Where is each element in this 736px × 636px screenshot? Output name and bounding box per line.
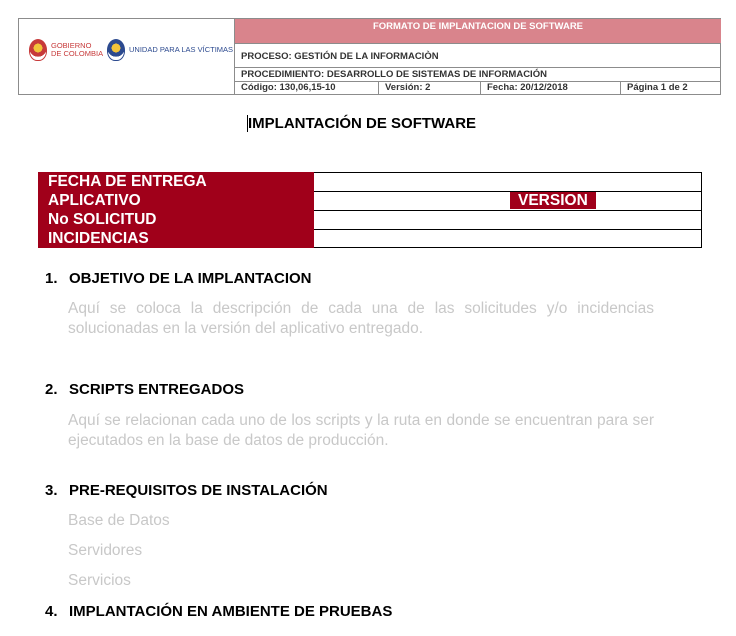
gobierno-logo [29, 39, 103, 61]
section-1-heading [45, 270, 312, 287]
section-3-number: 3. [45, 482, 58, 499]
row-aplicativo [38, 191, 702, 210]
aplicativo-label: APLICATIVO [38, 191, 314, 210]
incidencias-field[interactable] [314, 229, 702, 248]
section-1-number: 1. [45, 270, 58, 287]
proceso-label: PROCESO: GESTIÓN DE LA INFORMACIÒN [235, 44, 721, 68]
row-fecha-entrega [38, 172, 702, 191]
delivery-info-table [38, 172, 702, 249]
logo2-text: UNIDAD PARA LAS VÍCTIMAS [129, 45, 234, 54]
aplicativo-field[interactable] [314, 191, 702, 210]
section-2-number: 2. [45, 381, 58, 398]
colombia-seal-icon [29, 39, 47, 61]
prereq-item[interactable]: Servicios [68, 572, 131, 589]
row-no-solicitud [38, 210, 702, 229]
section-2-title: SCRIPTS ENTREGADOS [69, 381, 245, 398]
version-field-label: VERSION [510, 192, 596, 209]
header-meta-row [235, 82, 721, 94]
logo1-line2: DE COLOMBIA [51, 49, 104, 58]
prereq-item[interactable]: Base de Datos [68, 512, 170, 529]
fecha-entrega-field[interactable] [314, 172, 702, 191]
unidad-victimas-logo [107, 39, 233, 61]
document-title: IMPLANTACIÓN DE SOFTWARE [248, 115, 477, 132]
section-4-number: 4. [45, 603, 58, 620]
row-incidencias [38, 229, 702, 248]
no-solicitud-field[interactable] [314, 210, 702, 229]
section-1-body[interactable]: Aquí se coloca la descripción de cada una de las solicitudes y/o incidencias solucionadas en la versión del aplicativo entregado. [68, 300, 654, 337]
no-solicitud-label: No SOLICITUD [38, 210, 314, 229]
format-title: FORMATO DE IMPLANTACION DE SOFTWARE [235, 19, 721, 44]
prereq-item[interactable]: Servidores [68, 542, 143, 559]
victimas-seal-icon [107, 39, 125, 61]
procedimiento-label: PROCEDIMIENTO: DESARROLLO DE SISTEMAS DE INFORMACIÓN [235, 68, 721, 82]
section-3-heading [45, 482, 328, 499]
section-4-heading [45, 603, 392, 620]
logo-cell [19, 19, 235, 94]
section-1-title: OBJETIVO DE LA IMPLANTACION [69, 270, 312, 287]
incidencias-label: INCIDENCIAS [38, 229, 314, 248]
section-3-title: PRE-REQUISITOS DE INSTALACIÓN [69, 482, 328, 499]
logo1-line1: GOBIERNO [51, 41, 92, 50]
pagina-label: Página 1 de 2 [627, 82, 688, 93]
codigo-label: Código: 130,06,15-10 [235, 82, 379, 94]
document-header [18, 18, 721, 95]
fecha-label: Fecha: 20/12/2018 [481, 82, 621, 94]
section-2-body[interactable]: Aquí se relacionan cada uno de los scripts y la ruta en donde se encuentran para ser ejecutados en la base de datos de producción. [68, 412, 654, 449]
version-label: Versión: 2 [379, 82, 481, 94]
section-2-heading [45, 381, 244, 398]
fecha-entrega-label: FECHA DE ENTREGA [38, 172, 314, 191]
section-4-title: IMPLANTACIÓN EN AMBIENTE DE PRUEBAS [69, 603, 393, 620]
